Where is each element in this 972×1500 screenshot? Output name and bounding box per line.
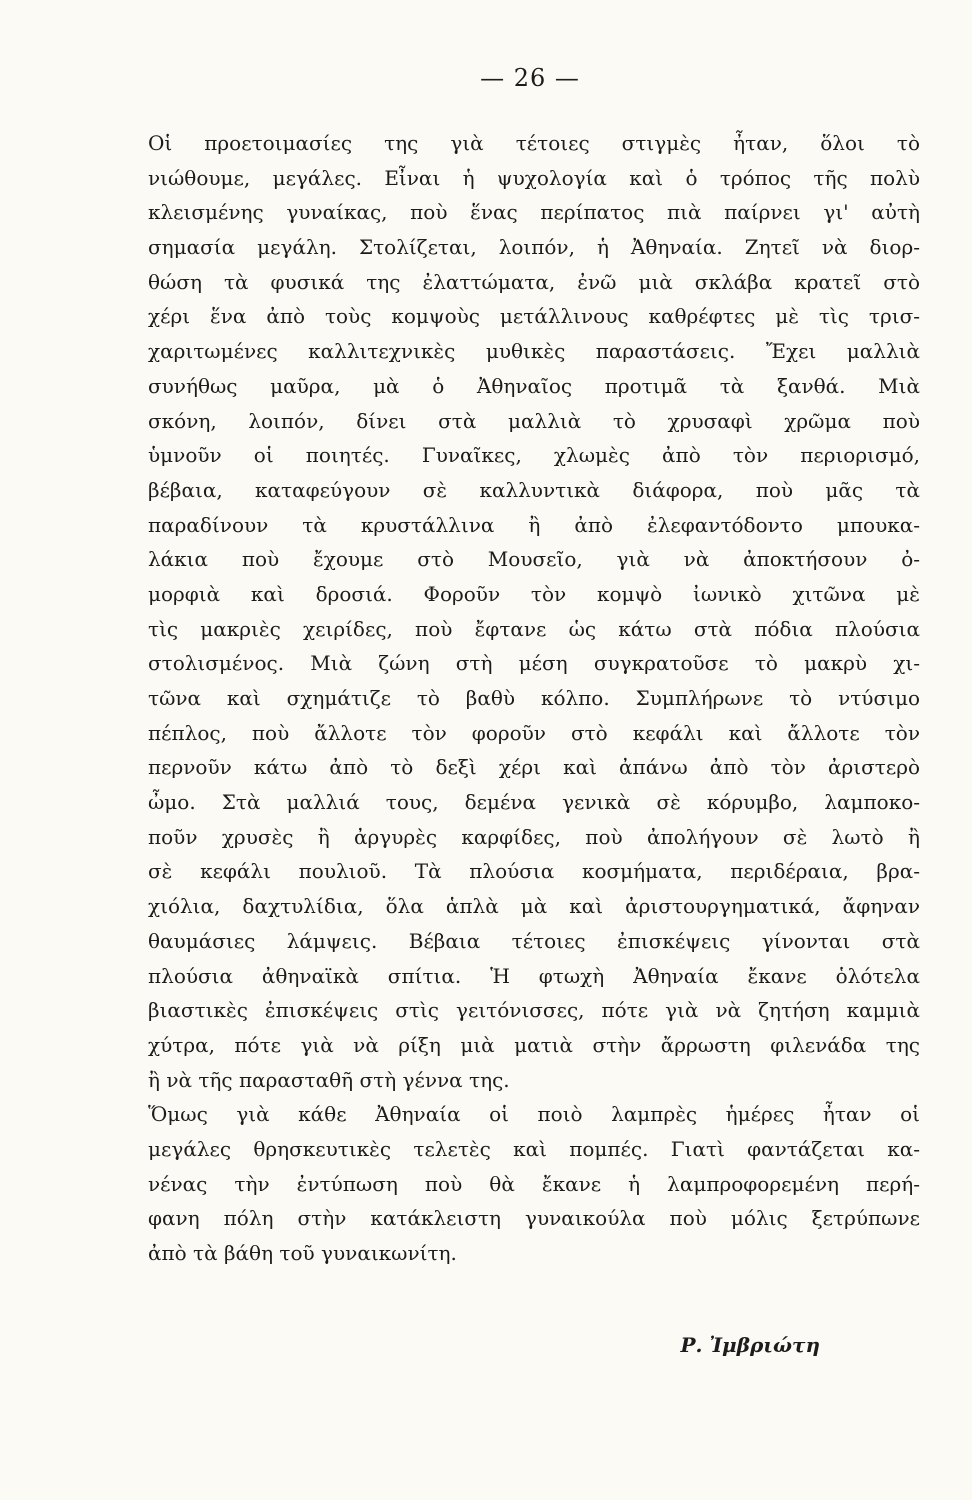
text-line: χέρι ἕνα ἀπὸ τοὺς κομψοὺς μετάλλινους καθρέφτες μὲ τὶς τρισ- bbox=[148, 304, 920, 329]
text-line: κλεισμένης γυναίκας, ποὺ ἕνας περίπατος πιὰ παίρνει γι' αὐτὴ bbox=[148, 200, 920, 225]
text-line: μορφιὰ καὶ δροσιά. Φοροῦν τὸν κομψὸ ἰωνικὸ χιτῶνα μὲ bbox=[148, 581, 920, 606]
text-line: συνήθως μαῦρα, μὰ ὁ Ἀθηναῖος προτιμᾶ τὰ ξανθά. Μιὰ bbox=[148, 373, 920, 398]
text-line: χιόλια, δαχτυλίδια, ὅλα ἁπλὰ μὰ καὶ ἀριστουργηματικά, ἄφηναν bbox=[148, 894, 920, 919]
text-line: λάκια ποὺ ἔχουμε στὸ Μουσεῖο, γιὰ νὰ ἀποκτήσουν ὀ- bbox=[148, 547, 920, 572]
text-line: πλούσια ἀθηναϊκὰ σπίτια. Ἡ φτωχὴ Ἀθηναία ἔκανε ὁλότελα bbox=[148, 963, 920, 988]
text-line: ἢ νὰ τῆς παρασταθῆ στὴ γέννα της. bbox=[148, 1067, 510, 1092]
text-line: τὶς μακριὲς χειρίδες, ποὺ ἔφτανε ὡς κάτω στὰ πόδια πλούσια bbox=[148, 616, 920, 641]
text-line: ἀπὸ τὰ βάθη τοῦ γυναικωνίτη. bbox=[148, 1241, 457, 1265]
text-line: βέβαια, καταφεύγουν σὲ καλλυντικὰ διάφορα, ποὺ μᾶς τὰ bbox=[148, 477, 920, 502]
text-line: παραδίνουν τὰ κρυστάλλινα ἢ ἀπὸ ἐλεφαντόδοντο μπουκα- bbox=[148, 512, 920, 537]
text-line: μεγάλες θρησκευτικὲς τελετὲς καὶ πομπές. Γιατὶ φαντάζεται κα- bbox=[148, 1136, 920, 1161]
text-line: βιαστικὲς ἐπισκέψεις στὶς γειτόνισσες, πότε γιὰ νὰ ζητήση καμμιὰ bbox=[148, 998, 920, 1023]
text-line: σημασία μεγάλη. Στολίζεται, λοιπόν, ἡ Ἀθηναία. Ζητεῖ νὰ διορ- bbox=[148, 235, 920, 260]
text-line: νιώθουμε, μεγάλες. Εἶναι ἡ ψυχολογία καὶ ὁ τρόπος τῆς πολὺ bbox=[148, 165, 920, 190]
text-line: χύτρα, πότε γιὰ νὰ ρίξη μιὰ ματιὰ στὴν ἄρρωστη φιλενάδα της bbox=[148, 1032, 920, 1057]
text-line: ὑμνοῦν οἱ ποιητές. Γυναῖκες, χλωμὲς ἀπὸ τὸν περιορισμό, bbox=[148, 443, 920, 468]
text-line: περνοῦν κάτω ἀπὸ τὸ δεξὶ χέρι καὶ ἀπάνω ἀπὸ τὸν ἀριστερὸ bbox=[148, 755, 920, 780]
body-text bbox=[148, 126, 920, 1271]
text-line: φανη πόλη στὴν κατάκλειστη γυναικούλα ποὺ μόλις ξετρύπωνε bbox=[148, 1206, 920, 1231]
text-line: τῶνα καὶ σχημάτιζε τὸ βαθὺ κόλπο. Συμπλήρωνε τὸ ντύσιμο bbox=[148, 686, 920, 710]
text-line: Ὅμως γιὰ κάθε Ἀθηναία οἱ ποιὸ λαμπρὲς ἡμέρες ἦταν οἱ bbox=[148, 1102, 920, 1127]
text-line: χαριτωμένες καλλιτεχνικὲς μυθικὲς παραστάσεις. Ἔχει μαλλιὰ bbox=[148, 339, 920, 364]
text-line: ποῦν χρυσὲς ἢ ἀργυρὲς καρφίδες, ποὺ ἀπολήγουν σὲ λωτὸ ἢ bbox=[148, 824, 920, 849]
text-line: νένας τὴν ἐντύπωση ποὺ θὰ ἔκανε ἡ λαμπροφορεμένη περή- bbox=[148, 1171, 920, 1196]
text-line: σὲ κεφάλι πουλιοῦ. Τὰ πλούσια κοσμήματα, περιδέραια, βρα- bbox=[148, 859, 920, 884]
text-line: Οἱ προετοιμασίες της γιὰ τέτοιες στιγμὲς ἦταν, ὅλοι τὸ bbox=[148, 131, 920, 155]
text-line: στολισμένος. Μιὰ ζώνη στὴ μέση συγκρατοῦσε τὸ μακρὺ χι- bbox=[148, 651, 920, 676]
author-signature: Ρ. Ἰμβριώτη bbox=[680, 1333, 820, 1357]
text-line: πέπλος, ποὺ ἄλλοτε τὸν φοροῦν στὸ κεφάλι καὶ ἄλλοτε τὸν bbox=[148, 720, 920, 745]
text-line: θώση τὰ φυσικά της ἐλαττώματα, ἐνῶ μιὰ σκλάβα κρατεῖ στὸ bbox=[148, 269, 920, 294]
text-line: θαυμάσιες λάμψεις. Βέβαια τέτοιες ἐπισκέψεις γίνονται στὰ bbox=[148, 928, 920, 953]
text-line: σκόνη, λοιπόν, δίνει στὰ μαλλιὰ τὸ χρυσαφὶ χρῶμα ποὺ bbox=[148, 408, 920, 433]
text-line: ὦμο. Στὰ μαλλιά τους, δεμένα γενικὰ σὲ κόρυμβο, λαμποκο- bbox=[148, 790, 920, 815]
page-number: — 26 — bbox=[480, 64, 580, 92]
